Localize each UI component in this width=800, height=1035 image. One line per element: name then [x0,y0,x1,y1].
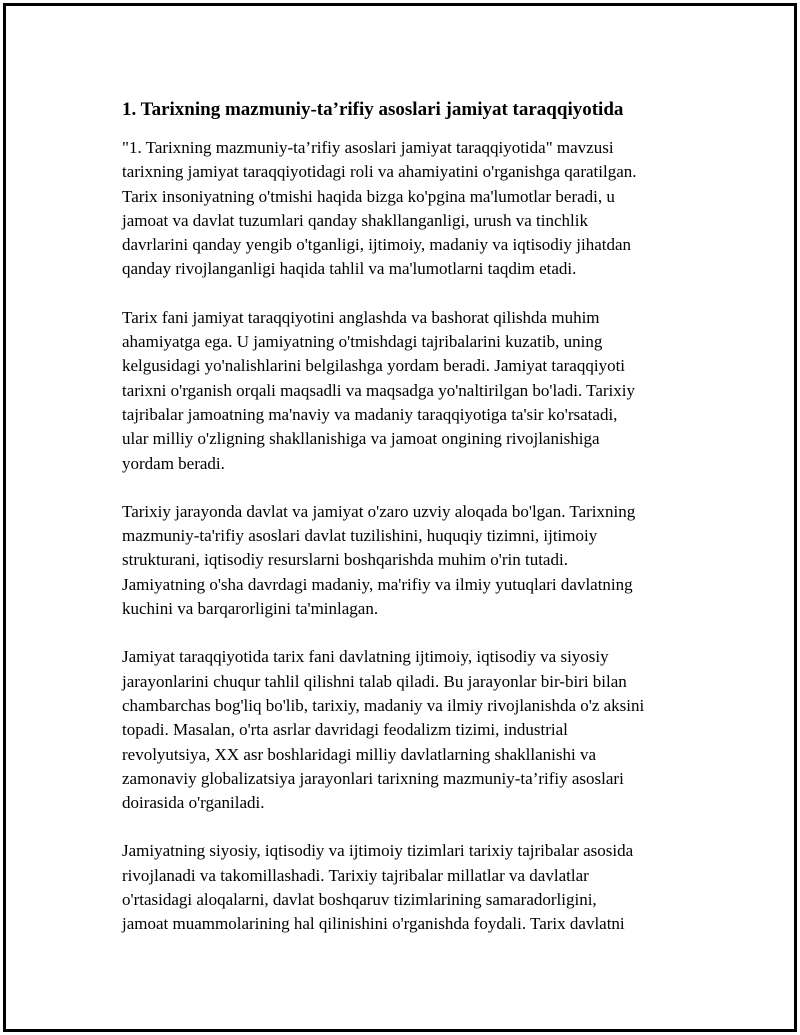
text-line: zamonaviy globalizatsiya jarayonlari tarixning mazmuniy-ta’rifiy asoslari [122,768,624,788]
document-title: 1. Tarixning mazmuniy-ta’rifiy asoslari jamiyat taraqqiyotida [122,99,624,120]
paragraph-2 [122,306,694,476]
text-line: davrlarini qanday yengib o'tganligi, ijtimoiy, madaniy va iqtisodiy jihatdan [122,235,632,255]
text-line: "1. Tarixning mazmuniy-ta’rifiy asoslari jamiyat taraqqiyotida" mavzusi [122,138,614,157]
text-line: Jamiyatning siyosiy, iqtisodiy va ijtimoiy tizimlari tarixiy tajribalar asosida [122,841,634,861]
text-line: kelgusidagi yo'nalishlarini belgilashga yordam beradi. Jamiyat taraqqiyoti [122,356,626,376]
document-body [122,97,694,961]
text-line: rivojlanadi va takomillashadi. Tarixiy tajribalar millatlar va davlatlar [122,865,589,885]
paragraph-5 [122,839,694,936]
text-line: o'rtasidagi aloqalarni, davlat boshqaruv tizimlarining samaradorligini, [122,890,597,910]
paragraph-4 [122,645,694,815]
page-frame [3,3,797,1032]
text-line: tarixni o'rganish orqali maqsadli va maqsadga yo'naltirilgan bo'ladi. Tarixiy [122,380,636,400]
text-line: Tarix fani jamiyat taraqqiyotini anglashda va bashorat qilishda muhim [122,307,600,327]
text-line: mazmuniy-ta'rifiy asoslari davlat tuzilishini, huquqiy tizimni, ijtimoiy [122,526,598,546]
paragraph-3 [122,500,694,621]
text-line: revolyutsiya, XX asr boshlaridagi milliy davlatlarning shakllanishi va [122,744,597,764]
text-line: Tarix insoniyatning o'tmishi haqida bizga ko'pgina ma'lumotlar beradi, u [122,186,615,206]
text-line: Tarixiy jarayonda davlat va jamiyat o'zaro uzviy aloqada bo'lgan. Tarixning [122,501,636,521]
text-line: jamoat muammolarining hal qilinishini o'rganishda foydali. Tarix davlatni [122,914,625,934]
text-line: ular milliy o'zligning shakllanishiga va jamoat ongining rivojlanishiga [122,429,600,449]
text-line: doirasida o'rganiladi. [122,793,265,813]
text-line: tajribalar jamoatning ma'naviy va madaniy taraqqiyotiga ta'sir ko'rsatadi, [122,404,618,424]
text-line: qanday rivojlanganligi haqida tahlil va ma'lumotlarni taqdim etadi. [122,259,577,279]
text-line: jarayonlarini chuqur tahlil qilishni talab qiladi. Bu jarayonlar bir-biri bilan [122,671,627,691]
text-line: tarixning jamiyat taraqqiyotidagi roli va ahamiyatini o'rganishga qaratilgan. [122,162,637,182]
paragraph-1 [122,136,694,282]
text-line: strukturani, iqtisodiy resurslarni boshqarishda muhim o'rin tutadi. [122,550,568,570]
text-line: ahamiyatga ega. U jamiyatning o'tmishdagi tajribalarini kuzatib, uning [122,332,603,352]
text-line: kuchini va barqarorligini ta'minlagan. [122,599,379,619]
text-line: Jamiyatning o'sha davrdagi madaniy, ma'rifiy va ilmiy yutuqlari davlatning [122,574,633,594]
text-line: yordam beradi. [122,453,225,473]
text-line: topadi. Masalan, o'rta asrlar davridagi feodalizm tizimi, industrial [122,720,568,740]
text-line: Jamiyat taraqqiyotida tarix fani davlatning ijtimoiy, iqtisodiy va siyosiy [122,647,609,667]
text-line: chambarchas bog'liq bo'lib, tarixiy, madaniy va ilmiy rivojlanishda o'z aksini [122,695,645,715]
text-line: jamoat va davlat tuzumlari qanday shakllanganligi, urush va tinchlik [122,210,588,230]
